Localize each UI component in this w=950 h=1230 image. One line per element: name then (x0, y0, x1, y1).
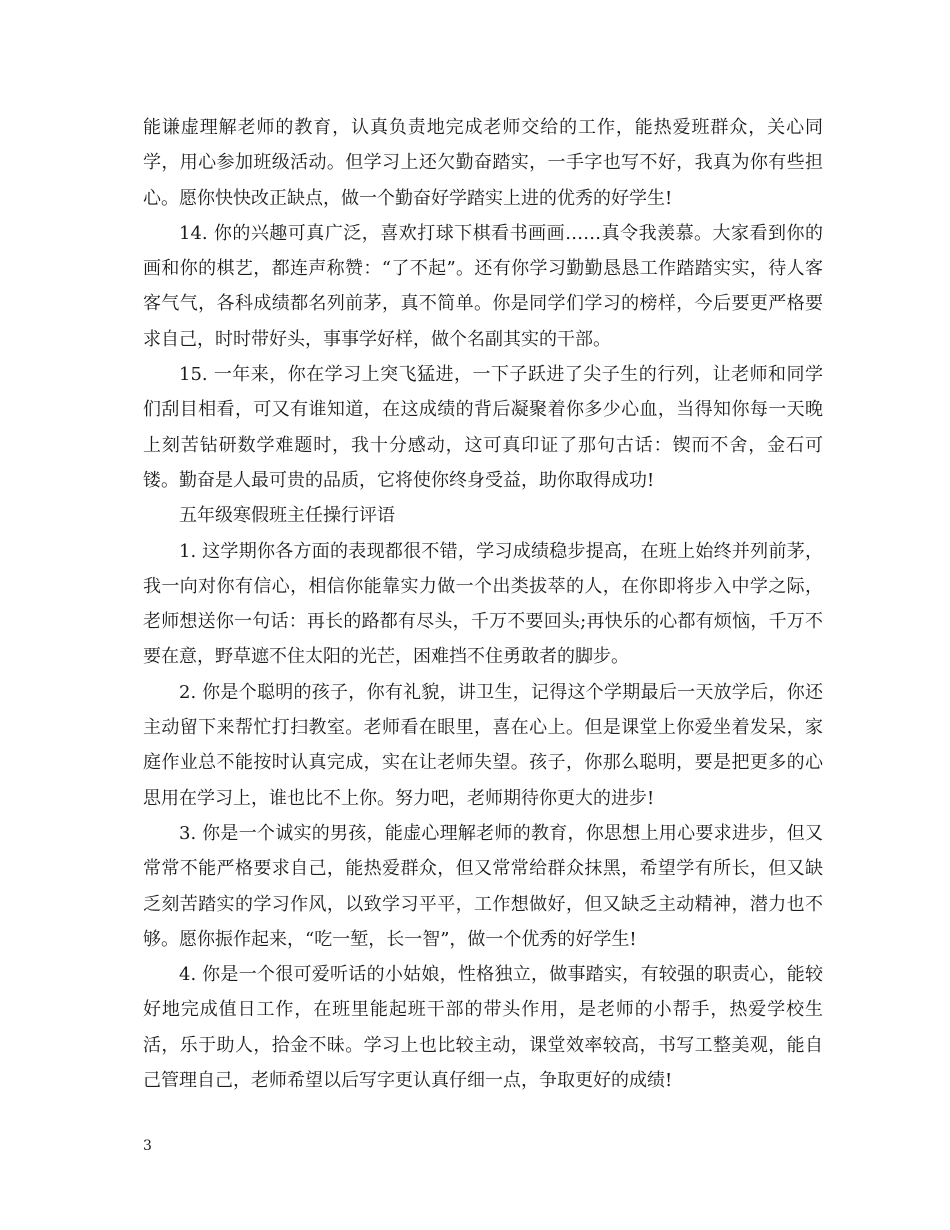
page-number: 3 (143, 1138, 152, 1154)
paragraph-comment-4: 4. 你是一个很可爱听话的小姑娘，性格独立，做事踏实，有较强的职责心，能较好地完成值日工作，在班里能起班干部的带头作用，是老师的小帮手，热爱学校生活，乐于助人，拾金不昧。学习上也比较主动，课堂效率较高，书写工整美观，能自己管理自己，老师希望以后写字更认真仔细一点，争取更好的成绩! (143, 964, 823, 1092)
document-body (143, 110, 823, 1098)
section-heading: 五年级寒假班主任操行评语 (179, 505, 395, 527)
paragraph-comment-14: 14. 你的兴趣可真广泛，喜欢打球下棋看书画画……真令我羡慕。大家看到你的画和你的棋艺，都连声称赞：“了不起”。还有你学习勤勤恳恳工作踏踏实实，待人客客气气，各科成绩都名列前茅，真不简单。你是同学们学习的榜样，今后要更严格要求自己，时时带好头，事事学好样，做个名副其实的干部。 (143, 222, 823, 350)
paragraph-comment-1: 1. 这学期你各方面的表现都很不错，学习成绩稳步提高，在班上始终并列前茅，我一向对你有信心，相信你能靠实力做一个出类拔萃的人，在你即将步入中学之际，老师想送你一句话：再长的路都有尽头，千万不要回头;再快乐的心都有烦恼，千万不要在意，野草遮不住太阳的光芒，困难挡不住勇敢者的脚步。 (143, 540, 823, 668)
paragraph-continued: 能谦虚理解老师的教育，认真负责地完成老师交给的工作，能热爱班群众，关心同学，用心参加班级活动。但学习上还欠勤奋踏实，一手字也写不好，我真为你有些担心。愿你快快改正缺点，做一个勤奋好学踏实上进的优秀的好学生! (143, 117, 823, 209)
paragraph-comment-3: 3. 你是一个诚实的男孩，能虚心理解老师的教育，你思想上用心要求进步，但又常常不能严格要求自己，能热爱群众，但又常常给群众抹黑，希望学有所长，但又缺乏刻苦踏实的学习作风，以致学习平平，工作想做好，但又缺乏主动精神，潜力也不够。愿你振作起来，“吃一堑，长一智”，做一个优秀的好学生! (143, 822, 823, 950)
paragraph-comment-2: 2. 你是个聪明的孩子，你有礼貌，讲卫生，记得这个学期最后一天放学后，你还主动留下来帮忙打扫教室。老师看在眼里，喜在心上。但是课堂上你爱坐着发呆，家庭作业总不能按时认真完成，实在让老师失望。孩子，你那么聪明，要是把更多的心思用在学习上，谁也比不上你。努力吧，老师期待你更大的进步! (143, 681, 823, 809)
paragraph-comment-15: 15. 一年来，你在学习上突飞猛进，一下子跃进了尖子生的行列，让老师和同学们刮目相看，可又有谁知道，在这成绩的背后凝聚着你多少心血，当得知你每一天晚上刻苦钻研数学难题时，我十分感动，这可真印证了那句古话：锲而不舍，金石可镂。勤奋是人最可贵的品质，它将使你终身受益，助你取得成功! (143, 364, 823, 491)
